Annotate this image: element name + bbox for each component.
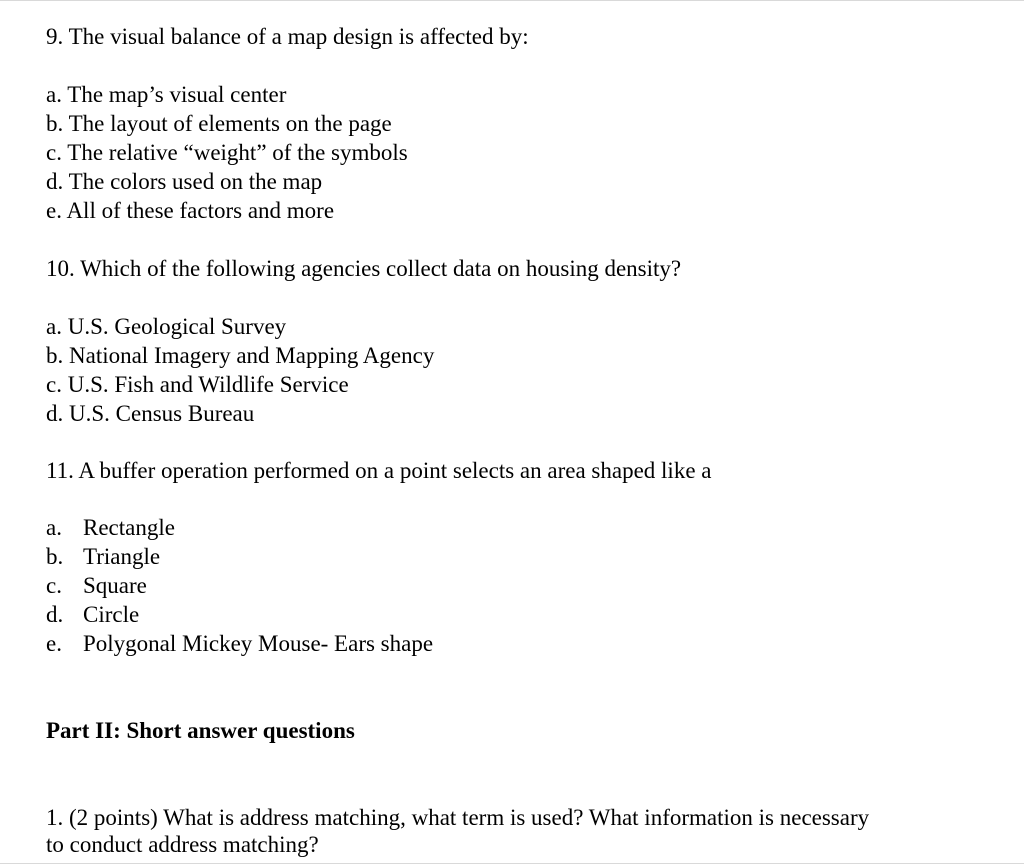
answer-option: b. The layout of elements on the page	[46, 111, 392, 136]
answer-options	[46, 80, 408, 225]
question-text-line: 1. (2 points) What is address matching, what term is used? What information is necessary	[46, 805, 870, 830]
short-answer-question-1	[46, 804, 986, 858]
option-text: Square	[83, 573, 147, 598]
answer-option: a. U.S. Geological Survey	[46, 314, 287, 339]
option-text: Polygonal Mickey Mouse- Ears shape	[83, 631, 434, 656]
option-text: Rectangle	[83, 515, 175, 540]
answer-option: a. The map’s visual center	[46, 82, 287, 107]
option-text: Triangle	[83, 544, 161, 569]
question-stem: 10. Which of the following agencies collect data on housing density?	[46, 256, 682, 281]
question-stem: 11. A buffer operation performed on a point selects an area shaped like a	[46, 458, 712, 483]
option-letter: d.	[46, 602, 64, 627]
answer-option: e. All of these factors and more	[46, 198, 335, 223]
answer-option: d. U.S. Census Bureau	[46, 401, 255, 426]
section-heading: Part II: Short answer questions	[46, 718, 355, 743]
question-text-line: to conduct address matching?	[46, 832, 319, 857]
option-letter: e.	[46, 631, 62, 656]
question-stem: 9. The visual balance of a map design is affected by:	[46, 24, 529, 49]
option-letter: b.	[46, 544, 64, 569]
option-letter: a.	[46, 515, 62, 540]
answer-option: b. National Imagery and Mapping Agency	[46, 343, 435, 368]
answer-option: d. The colors used on the map	[46, 169, 323, 194]
answer-options	[46, 312, 434, 428]
option-letter: c.	[46, 573, 62, 598]
option-text: Circle	[83, 602, 140, 627]
answer-option: c. The relative “weight” of the symbols	[46, 140, 408, 165]
answer-option: c. U.S. Fish and Wildlife Service	[46, 372, 349, 397]
